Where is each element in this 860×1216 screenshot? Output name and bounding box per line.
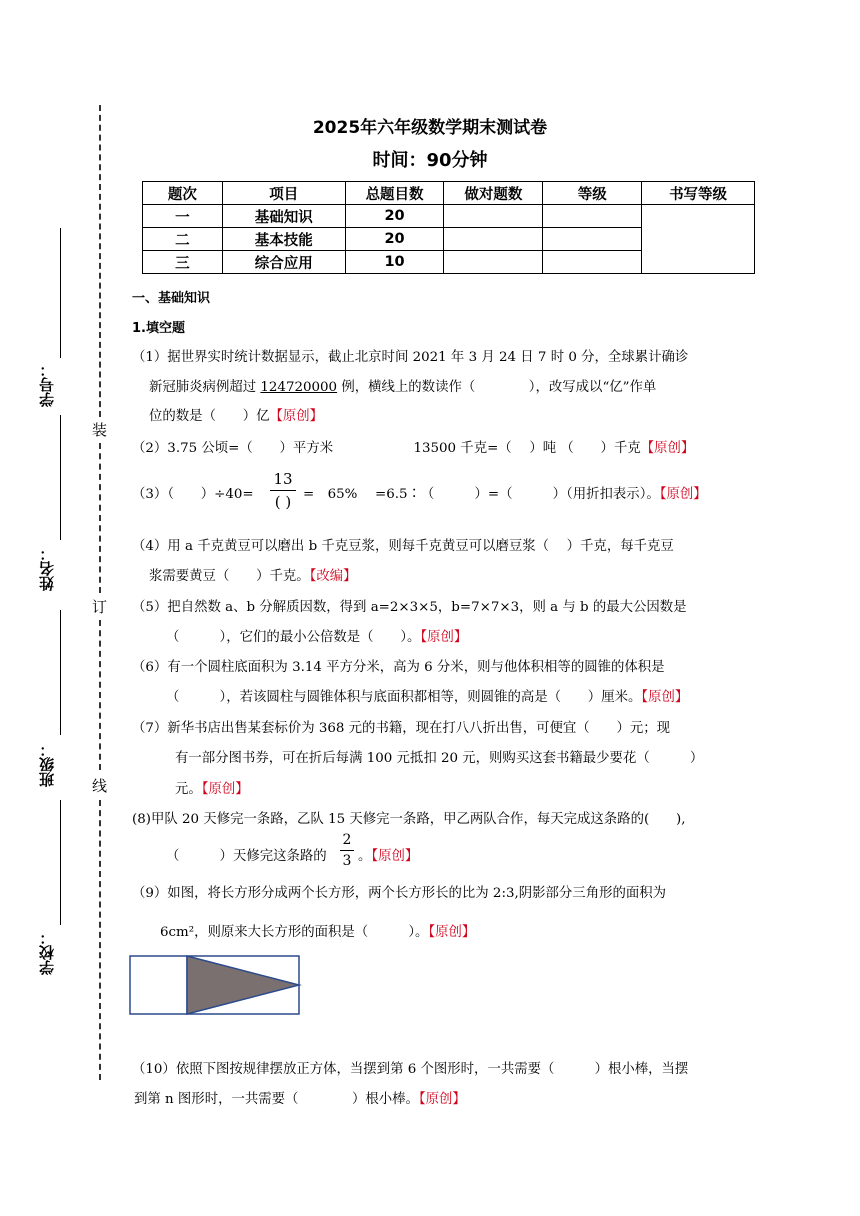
table-row	[143, 205, 755, 228]
correct-count-cell[interactable]	[444, 205, 543, 228]
question-text: 位的数是（ ）亿	[149, 409, 270, 424]
question-8-line-1: (8)甲队 20 天修完一条路，乙队 15 天修完一条路，甲乙两队合作，每天完成这条路的( ),	[132, 812, 686, 827]
question-3-part-1: （3）（ ）÷40=	[132, 487, 254, 502]
table-cell: 一	[143, 205, 223, 228]
question-8-fraction	[340, 832, 354, 869]
question-3-part-2	[303, 483, 707, 502]
name-line	[60, 415, 61, 540]
binding-dashed-line	[99, 105, 101, 417]
rectangle-triangle-figure	[128, 954, 304, 1018]
table-cell: 基础知识	[222, 205, 345, 228]
binding-dashed-line	[99, 620, 101, 770]
fraction-denominator: 3	[342, 853, 352, 869]
table-cell: 二	[143, 228, 223, 251]
sub-heading: 1.填空题	[132, 321, 185, 336]
question-8-line-2-part-2	[358, 845, 418, 864]
question-6-line-1: （6）有一个圆柱底面积为 3.14 平方分米，高为 6 分米，则与他体积相等的圆锥的体积是	[132, 660, 665, 675]
question-1-line-1: （1）据世界实时统计数据显示，截止北京时间 2021 年 3 月 24 日 7 时 0 分，全球累计确诊	[132, 350, 689, 365]
question-text: （2）3.75 公顷=（ ）平方米 13500 千克=（ ）吨 （ ）千克	[132, 441, 641, 456]
question-4-line-2	[149, 565, 357, 584]
question-6-line-2	[166, 686, 688, 705]
grade-cell[interactable]	[543, 228, 642, 251]
header-cell: 项目	[222, 182, 345, 205]
binding-char-ding: 订	[92, 598, 108, 616]
source-tag: 【原创】	[371, 849, 419, 864]
question-text: （ ），它们的最小公倍数是（ ）。	[166, 630, 421, 645]
source-tag: 【原创】	[428, 925, 476, 940]
source-tag: 【改编】	[309, 569, 357, 584]
fraction-denominator: ( )	[274, 493, 292, 511]
score-table	[142, 181, 755, 274]
binding-char-xian: 线	[92, 777, 108, 795]
fraction-numerator: 13	[273, 470, 293, 488]
source-tag: 【原创】	[420, 630, 468, 645]
table-cell: 10	[345, 251, 444, 274]
question-text: = 65% =6.5∶（ ）=（ ）（用折扣表示）。	[303, 487, 660, 502]
fraction-bar	[340, 850, 354, 851]
table-cell: 三	[143, 251, 223, 274]
question-text: （ ），若该圆柱与圆锥体积与底面积都相等，则圆锥的高是（ ）厘米。	[166, 690, 642, 705]
table-cell: 20	[345, 205, 444, 228]
question-7-line-2: 有一部分图书券，可在折后每满 100 元抵扣 20 元，则购买这套书籍最少要花（ ）	[175, 751, 704, 766]
fraction-numerator: 2	[342, 832, 352, 848]
question-5-line-1: （5）把自然数 a、b 分解质因数，得到 a=2×3×5，b=7×7×3，则 a 与 b 的最大公因数是	[132, 600, 687, 615]
table-cell: 基本技能	[222, 228, 345, 251]
question-10-line-2	[134, 1088, 466, 1107]
source-tag: 【原创】	[659, 487, 707, 502]
source-tag: 【原创】	[269, 409, 324, 424]
question-text: 到第 n 图形时，一共需要（ ）根小棒。	[134, 1092, 419, 1107]
question-3-fraction	[270, 470, 296, 511]
school-line	[60, 800, 61, 925]
question-9-line-2	[160, 921, 475, 940]
binding-char-zhuang: 装	[92, 421, 108, 439]
grade-cell[interactable]	[543, 205, 642, 228]
section-heading: 一、基础知识	[132, 291, 211, 306]
question-text: 元。	[175, 782, 202, 797]
header-cell: 做对题数	[444, 182, 543, 205]
question-7-line-3	[175, 778, 249, 797]
school-label: 学校：	[38, 930, 56, 975]
page-subtitle: 时间：90分钟	[372, 150, 488, 171]
student-number-line	[60, 228, 61, 358]
question-text: 6cm²，则原来大长方形的面积是（ ）。	[160, 925, 429, 940]
header-cell: 等级	[543, 182, 642, 205]
source-tag: 【原创】	[641, 690, 689, 705]
question-text: 新冠肺炎病例超过	[149, 380, 261, 395]
table-cell: 综合应用	[222, 251, 345, 274]
question-8-line-2-part-1: （ ）天修完这条路的	[166, 849, 327, 864]
table-cell: 20	[345, 228, 444, 251]
header-cell: 书写等级	[642, 182, 755, 205]
correct-count-cell[interactable]	[444, 251, 543, 274]
question-text: 。	[358, 849, 372, 864]
binding-dashed-line	[99, 443, 101, 593]
grade-cell[interactable]	[543, 251, 642, 274]
writing-grade-cell[interactable]	[642, 205, 755, 274]
question-10-line-1: （10）依照下图按规律摆放正方体，当摆到第 6 个图形时，一共需要（ ）根小棒，当摆	[132, 1062, 689, 1077]
table-header-row	[143, 182, 755, 205]
underlined-number: 124720000	[260, 380, 338, 395]
page-title: 2025年六年级数学期末测试卷	[312, 118, 548, 138]
question-7-line-1: （7）新华书店出售某套标价为 368 元的书籍，现在打八八折出售，可便宜（ ）元；现	[132, 721, 671, 736]
fraction-bar	[270, 490, 296, 491]
source-tag: 【原创】	[640, 441, 695, 456]
class-label: 班级：	[38, 742, 56, 787]
question-2	[132, 437, 694, 456]
student-number-label: 学号：	[38, 362, 56, 407]
question-9-line-1: （9）如图，将长方形分成两个长方形，两个长方形长的比为 2:3,阴影部分三角形的面积为	[132, 886, 667, 901]
class-line	[60, 610, 61, 735]
question-5-line-2	[166, 626, 467, 645]
source-tag: 【原创】	[418, 1092, 466, 1107]
binding-dashed-line	[99, 800, 101, 1080]
question-1-line-3	[149, 405, 323, 424]
question-text: 例，横线上的数读作（ ），改写成以“亿”作单	[337, 380, 657, 395]
question-1-line-2	[149, 376, 656, 395]
correct-count-cell[interactable]	[444, 228, 543, 251]
header-cell: 题次	[143, 182, 223, 205]
question-4-line-1: （4）用 a 千克黄豆可以磨出 b 千克豆浆，则每千克黄豆可以磨豆浆（ ）千克，每千克豆	[132, 539, 674, 554]
question-text: 浆需要黄豆（ ）千克。	[149, 569, 310, 584]
header-cell: 总题目数	[345, 182, 444, 205]
name-label: 姓名：	[38, 546, 56, 591]
source-tag: 【原创】	[201, 782, 249, 797]
